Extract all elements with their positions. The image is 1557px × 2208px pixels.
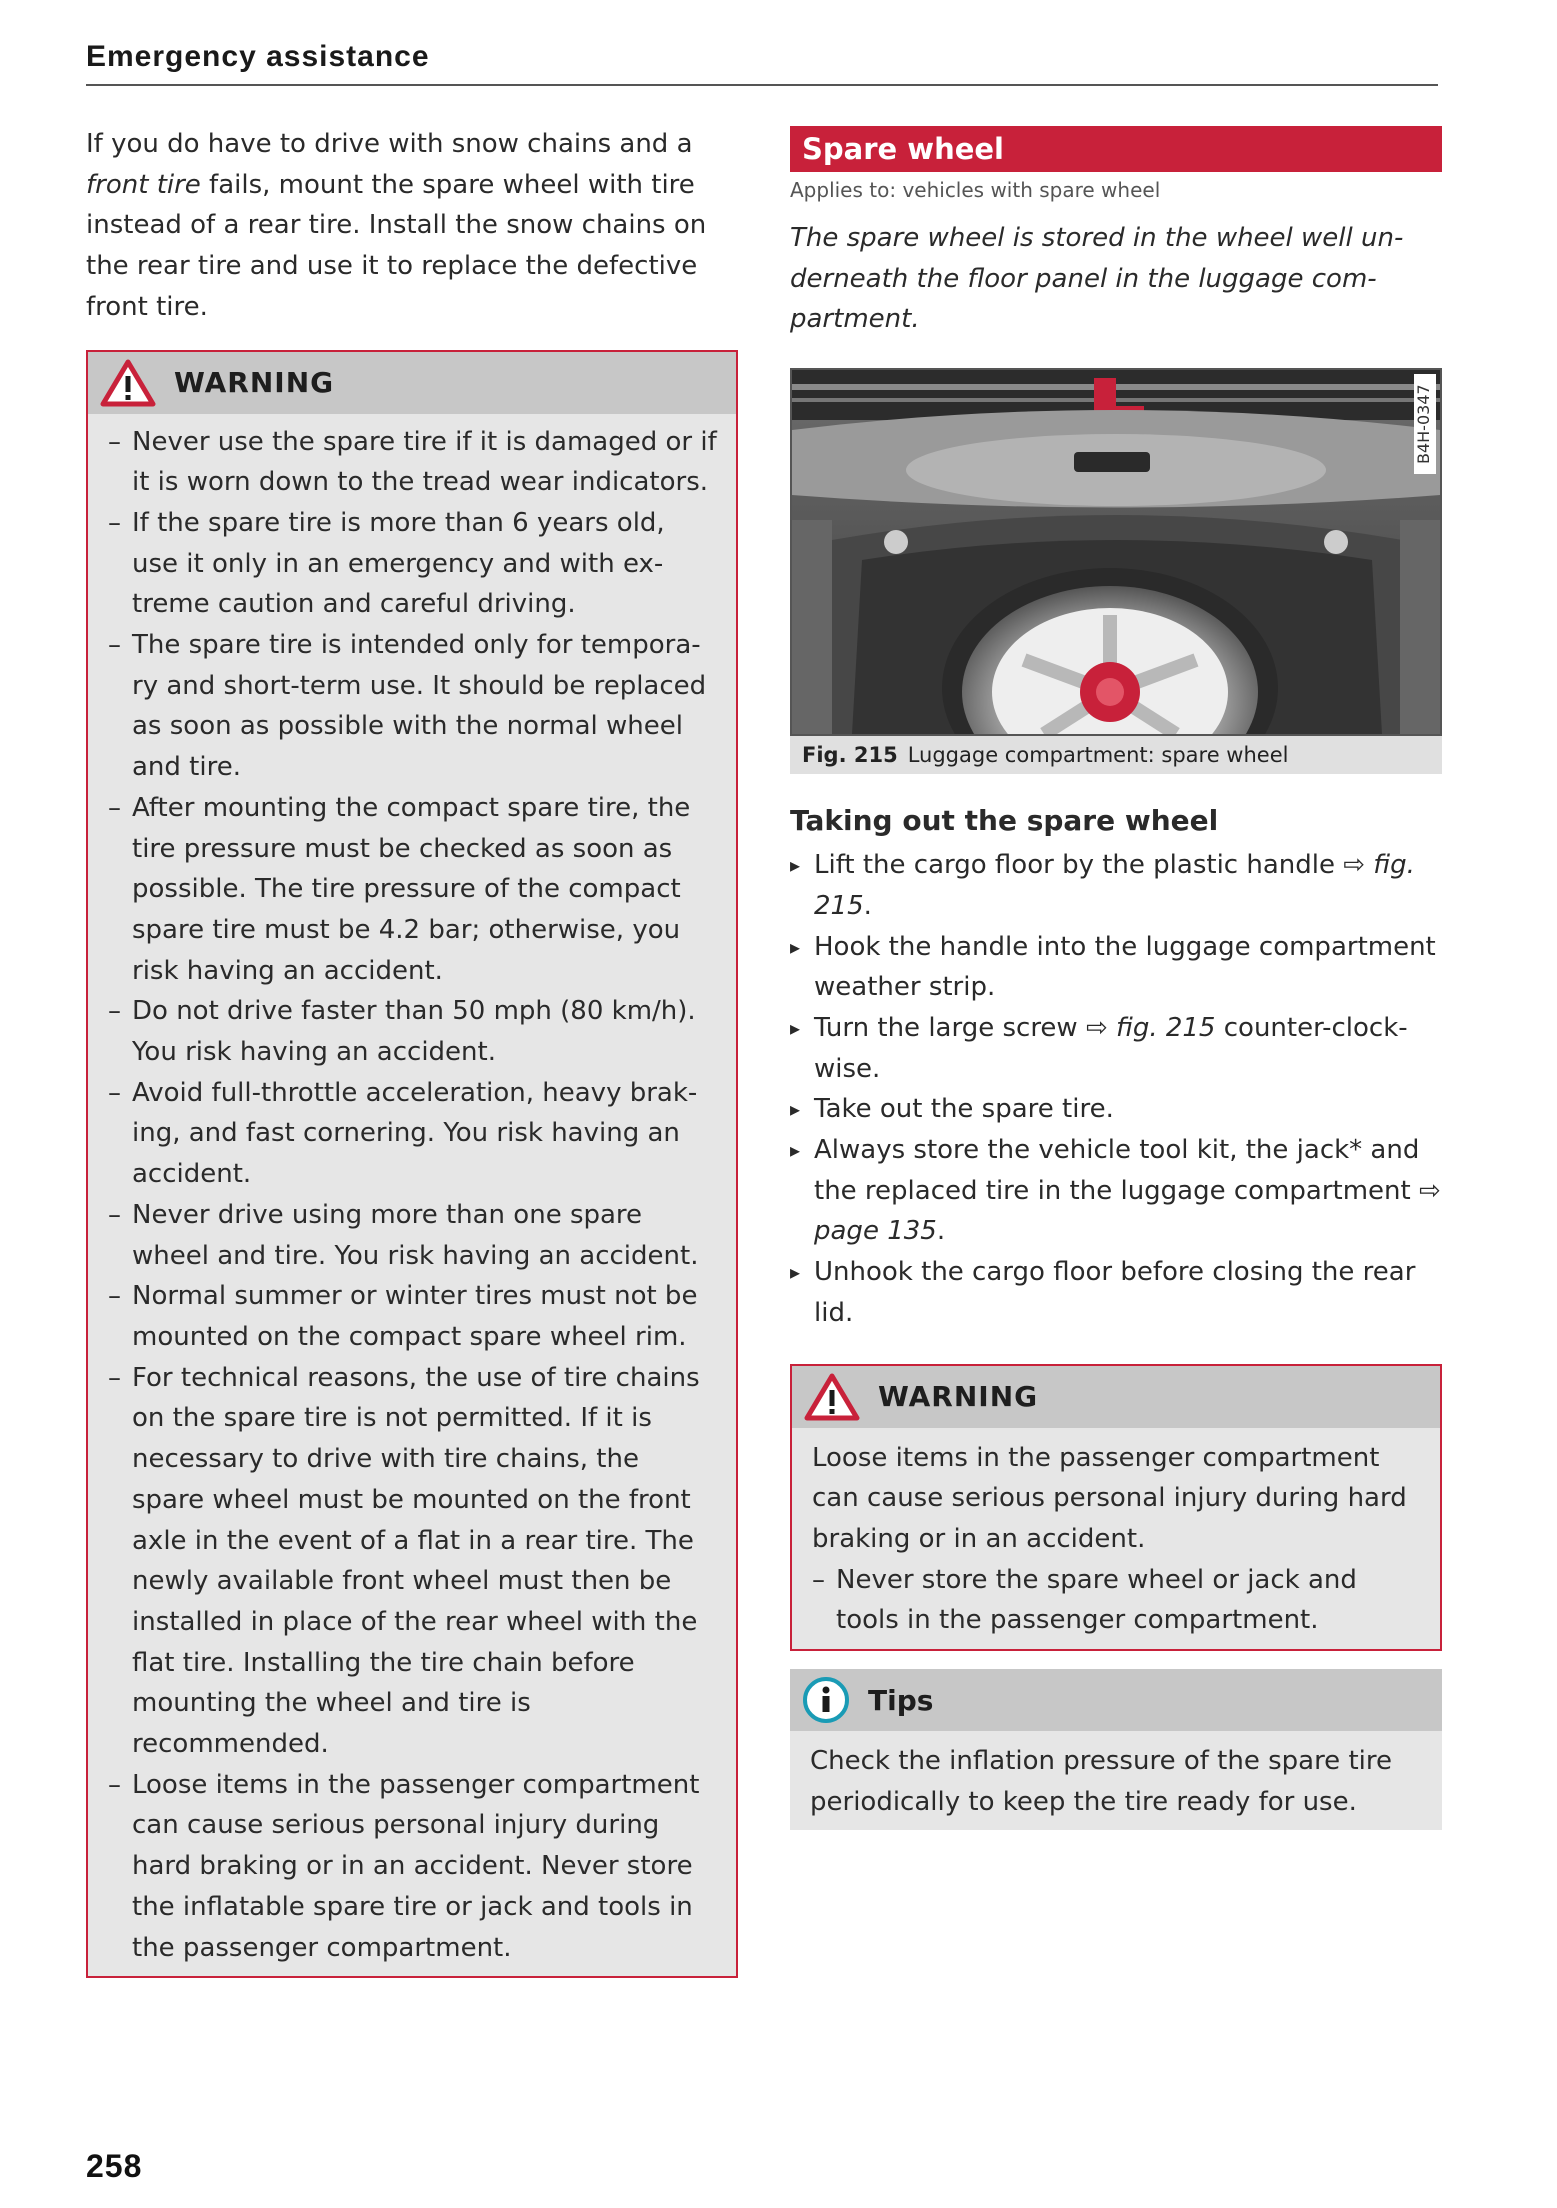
list-item: – Loose items in the passenger compartment can cause serious personal injury during hard braking or in an accident. Never store the inflatable spare tire or jack and tools in the passenger compartment. [108, 1765, 718, 1969]
info-icon [802, 1676, 850, 1724]
page-reference-link[interactable]: ⇨ page 135 [814, 1175, 1441, 1247]
header-rule [86, 84, 1438, 86]
left-column [86, 124, 738, 1978]
front-tire-emphasis: front tire [86, 169, 201, 200]
warning-triangle-icon [804, 1373, 860, 1421]
page-header-title: Emergency assistance [86, 40, 430, 73]
tips-title: Tips [868, 1683, 934, 1717]
warning-list [792, 1560, 1440, 1649]
warning-list [88, 414, 736, 1977]
right-column [790, 126, 1442, 1830]
list-item: – After mounting the compact spare tire, the tire pressure must be checked as soon as possible. The tire pressure of the compact spare tire must be 4.2 bar; otherwise, you risk having an accident. [108, 788, 718, 992]
list-item: – Never use the spare tire if it is damaged or if it is worn down to the tread wear indicators. [108, 422, 718, 503]
warning-header [792, 1366, 1440, 1428]
section-title-bar: Spare wheel [790, 126, 1442, 172]
list-item: ▸ Hook the handle into the luggage compartment weather strip. [790, 927, 1442, 1008]
applies-to-note: Applies to: vehicles with spare wheel [790, 178, 1161, 202]
tips-box [790, 1669, 1442, 1830]
spare-wheel-figure [790, 368, 1442, 736]
list-item: ▸ Always store the vehicle tool kit, the jack* and the replaced tire in the luggage compartment ⇨ page 135. [790, 1130, 1442, 1252]
figure-reference-link[interactable]: ⇨ fig. 215 [1085, 1012, 1216, 1043]
figure-caption-text: Luggage compartment: spare wheel [907, 743, 1289, 768]
figure-label: Fig. 215 [802, 743, 898, 768]
warning-title: WARNING [174, 366, 335, 400]
warning-triangle-icon [100, 359, 156, 407]
list-item: – Never store the spare wheel or jack and tools in the passenger compartment. [812, 1560, 1422, 1641]
figure-code: B4H-0347 [1414, 374, 1436, 474]
list-item: ▸ Unhook the cargo floor before closing the rear lid. [790, 1252, 1442, 1333]
list-item: ▸ Lift the cargo floor by the plastic handle ⇨ fig. 215. [790, 845, 1442, 926]
page-number: 258 [86, 2148, 143, 2184]
procedure-steps [790, 845, 1442, 1333]
warning-header [88, 352, 736, 414]
list-item: – For technical reasons, the use of tire chains on the spare tire is not permitted. If it is necessary to drive with tire chains, the spare wheel must be mounted on the front axle in the event of a flat in a rear tire. The newly available front wheel must then be installed in place of the rear wheel with the flat tire. Installing the tire chain before mounting the wheel and tire is recommended. [108, 1358, 718, 1765]
list-item: – Normal summer or winter tires must not be mounted on the compact spare wheel rim. [108, 1276, 718, 1357]
list-item: – The spare tire is intended only for tempora-ry and short-term use. It should be replaced as soon as possible with the normal wheel and tire. [108, 625, 718, 788]
warning-box-right [790, 1364, 1442, 1652]
section-intro: The spare wheel is stored in the wheel well un-derneath the floor panel in the luggage com-partment. [790, 223, 1404, 335]
warning-title: WARNING [878, 1380, 1039, 1414]
figure-caption [790, 736, 1442, 774]
list-item: – Never drive using more than one spare wheel and tire. You risk having an accident. [108, 1195, 718, 1276]
list-item: – Do not drive faster than 50 mph (80 km/h). You risk having an accident. [108, 991, 718, 1072]
warning-text: Loose items in the passenger compartment can cause serious personal injury during hard braking or in an accident. [812, 1442, 1407, 1554]
list-item: ▸ Take out the spare tire. [790, 1089, 1442, 1130]
figure-reference-link[interactable]: ⇨ fig. 215 [814, 850, 1415, 921]
tips-header [790, 1669, 1442, 1731]
list-item: – Avoid full-throttle acceleration, heavy brak-ing, and fast cornering. You risk having an accident. [108, 1073, 718, 1195]
intro-paragraph: If you do have to drive with snow chains and a front tire fails, mount the spare wheel with tire instead of a rear tire. Install the snow chains on the rear tire and use it to replace the defective front tire. [86, 129, 707, 322]
warning-box-left [86, 350, 738, 1979]
procedure-heading: Taking out the spare wheel [790, 804, 1219, 838]
list-item: ▸ Turn the large screw ⇨ fig. 215 counter-clock-wise. [790, 1008, 1442, 1089]
luggage-compartment-illustration [792, 370, 1440, 734]
list-item: – If the spare tire is more than 6 years old, use it only in an emergency and with ex-treme caution and careful driving. [108, 503, 718, 625]
tips-text: Check the inflation pressure of the spare tire periodically to keep the tire ready for use. [810, 1746, 1392, 1817]
